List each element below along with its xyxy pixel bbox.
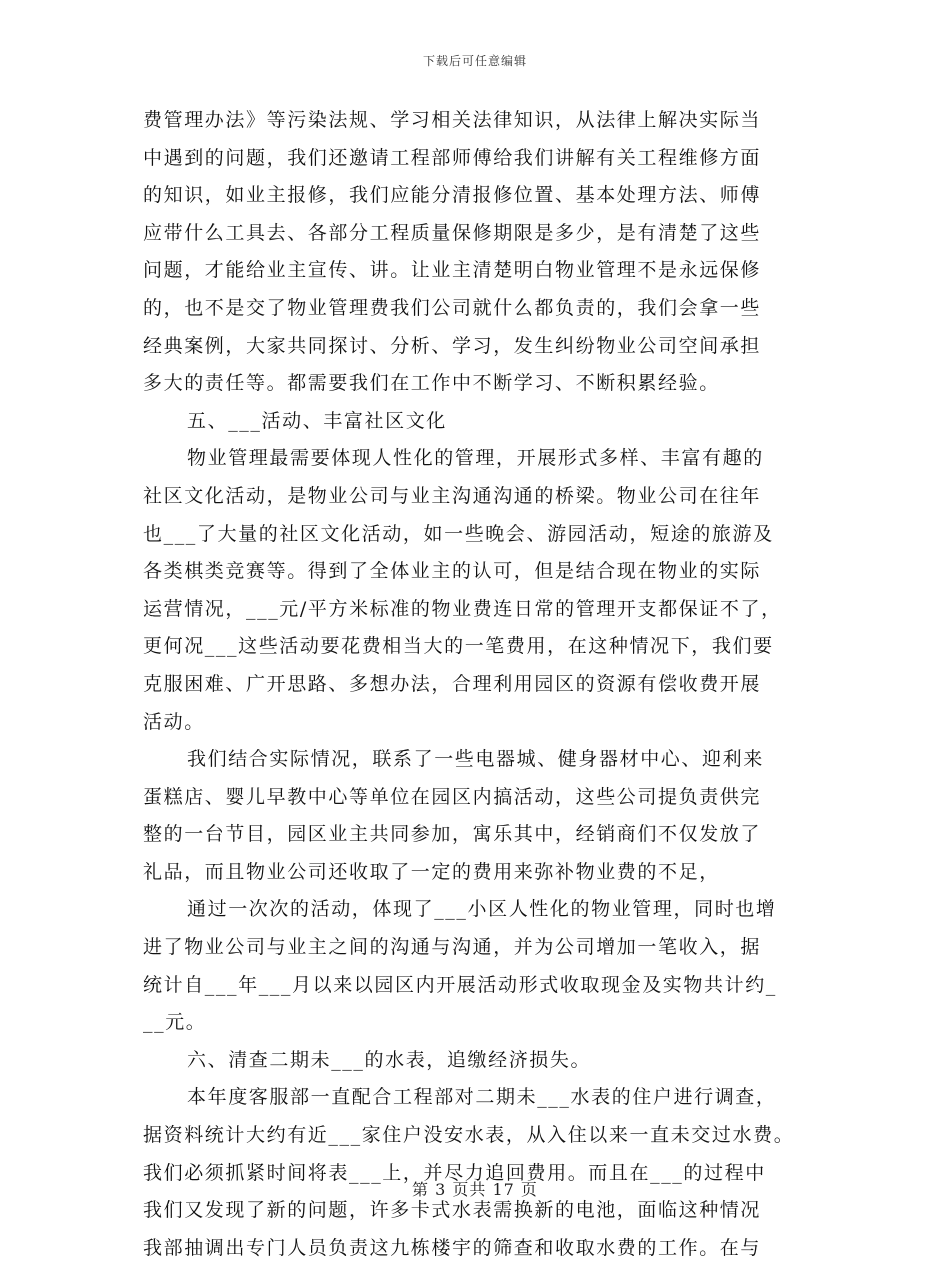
text-line: 经典案例，大家共同探讨、分析、学习，发生纠纷物业公司空间承担 [143, 334, 762, 357]
text-line: 运营情况，___元/平方米标准的物业费连日常的管理开支都保证不了， [143, 597, 782, 620]
text-line: 问题，才能给业主宣传、讲。让业主清楚明白物业管理不是永远保修 [143, 259, 762, 282]
text-line: 的知识，如业主报修，我们应能分清报修位置、基本处理方法、师傅 [143, 184, 762, 207]
text-line: 更何况___这些活动要花费相当大的一笔费用，在这种情况下，我们要 [143, 635, 774, 658]
paragraph-start: 我们结合实际情况，联系了一些电器城、健身器材中心、迎利来 [187, 748, 764, 771]
text-line: 整的一台节目，园区业主共同参加，寓乐其中，经销商们不仅发放了 [143, 823, 762, 846]
page-header-note: 下载后可任意编辑 [422, 54, 527, 68]
text-line: 的，也不是交了物业管理费我们公司就什么都负责的，我们会拿一些 [143, 296, 762, 319]
text-line: 多大的责任等。都需要我们在工作中不断学习、不断积累经验。 [143, 372, 720, 395]
text-line: 统计自___年___月以来以园区内开展活动形式收取现金及实物共计约_ [143, 973, 777, 996]
text-line: 各类棋类竞赛等。得到了全体业主的认可，但是结合现在物业的实际 [143, 560, 762, 583]
text-line: 费管理办法》等污染法规、学习相关法律知识，从法律上解决实际当 [143, 109, 762, 131]
document-body [143, 102, 803, 1267]
text-line: 进了物业公司与业主之间的沟通与沟通，并为公司增加一笔收入，据 [143, 936, 762, 959]
paragraph-start: 通过一次次的活动，体现了___小区人性化的物业管理，同时也增 [187, 898, 777, 921]
text-line: 活动。 [143, 710, 205, 733]
text-line: 我部抽调出专门人员负责这九栋楼宇的筛查和收取水费的工作。在与 [143, 1236, 762, 1259]
section-heading: 六、清查二期未___的水表，追缴经济损失。 [187, 1048, 592, 1071]
text-line: 也___了大量的社区文化活动，如一些晚会、游园活动，短途的旅游及 [143, 522, 774, 545]
paragraph-start: 物业管理最需要体现人性化的管理，开展形式多样、丰富有趣的 [187, 447, 764, 470]
text-line: 我们又发现了新的问题，许多卡式水表需换新的电池，面临这种情况 [143, 1199, 762, 1222]
text-line: 据资料统计大约有近___家住户没安水表，从入住以来一直未交过水费。 [143, 1124, 795, 1147]
text-line: 中遇到的问题，我们还邀请工程部师傅给我们讲解有关工程维修方面 [143, 146, 762, 169]
paragraph-start: 本年度客服部一直配合工程部对二期未___水表的住户进行调查， [187, 1086, 777, 1109]
text-line: 克服困难、广开思路、多想办法，合理利用园区的资源有偿收费开展 [143, 672, 762, 695]
text-line: 社区文化活动，是物业公司与业主沟通沟通的桥梁。物业公司在往年 [143, 484, 762, 507]
text-line: 礼品，而且物业公司还收取了一定的费用来弥补物业费的不足， [143, 860, 720, 883]
text-line: __元。 [143, 1011, 207, 1034]
text-line: 我们必须抓紧时间将表___上，并尽力追回费用。而且在___的过程中 [143, 1161, 766, 1184]
section-heading: 五、___活动、丰富社区文化 [187, 409, 447, 432]
text-line: 应带什么工具去、各部分工程质量保修期限是多少，是有清楚了这些 [143, 221, 762, 244]
page-number: 第 3 页共 17 页 [412, 1180, 538, 1199]
text-line: 蛋糕店、婴儿早教中心等单位在园区内搞活动，这些公司提负责供完 [143, 785, 762, 808]
